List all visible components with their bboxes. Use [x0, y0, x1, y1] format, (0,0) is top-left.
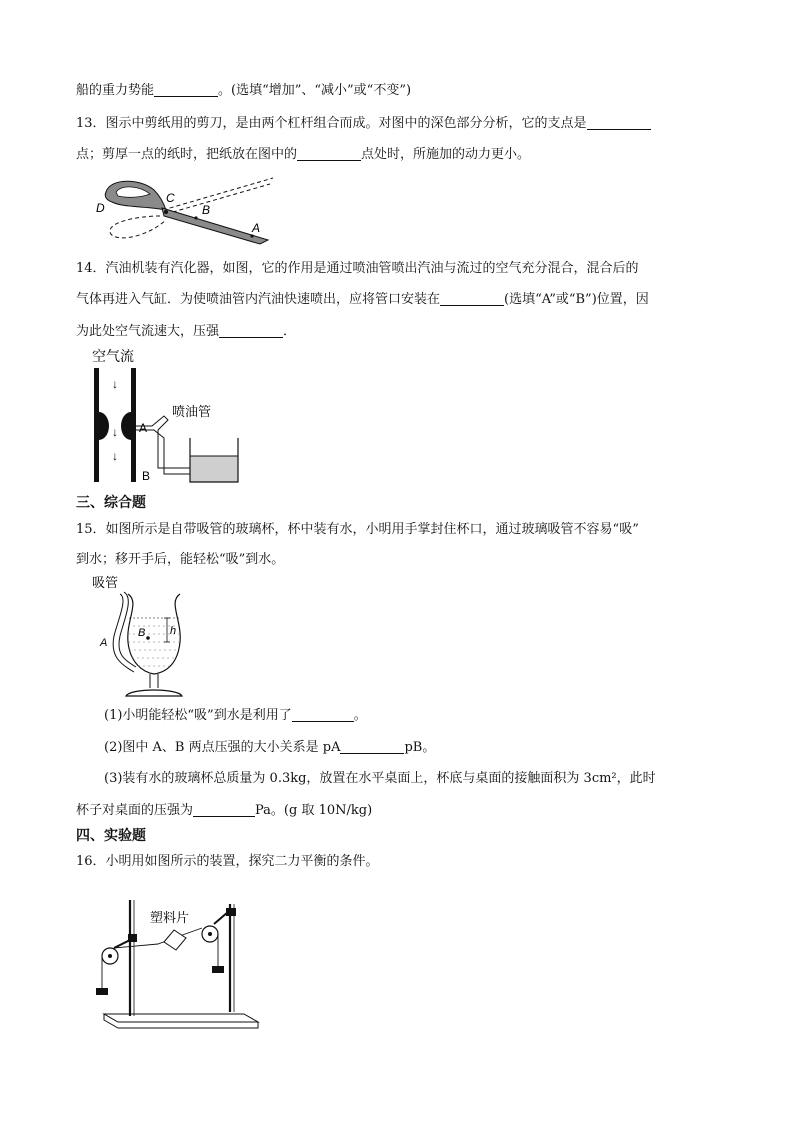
answer-blank[interactable]: [440, 291, 504, 306]
q14-line-3: 为此处空气流速大，压强 ．: [76, 324, 297, 339]
q15-line-1: 15．如图所示是自带吸管的玻璃杯，杯中装有水，小明用手掌封住杯口，通过玻璃吸管不容易“吸”: [76, 522, 639, 537]
q15-part-1: (1)小明能轻松“吸”到水是利用了 。: [104, 708, 367, 723]
label-a: A: [252, 221, 261, 235]
q16-line-1: 16．小明用如图所示的装置，探究二力平衡的条件。: [76, 854, 379, 869]
q14-line-1: 14．汽油机装有汽化器，如图，它的作用是通过喷油管喷出汽油与流过的空气充分混合，混合后的: [76, 261, 639, 276]
q15-part-3-cont: 杯子对桌面的压强为 Pa。(g 取 10N/kg): [76, 803, 373, 818]
q13-line-1: 13．图示中剪纸用的剪刀，是由两个杠杆组合而成。对图中的深色部分分析，它的支点是: [76, 115, 651, 133]
label-b: B: [138, 627, 146, 639]
answer-blank[interactable]: [587, 115, 651, 130]
carburetor-figure: [80, 346, 250, 486]
label-plastic-card: 塑料片: [150, 910, 190, 925]
q12-tail-line: 船的重力势能 。(选填“增加”、“减小”或“不变”): [76, 83, 412, 98]
q15-part-3: (3)装有水的玻璃杯总质量为 0.3kg，放置在水平桌面上，杯底与桌面的接触面积为 3cm²，此时: [104, 771, 656, 786]
section-title: 四、实验题: [76, 828, 146, 844]
answer-blank[interactable]: [292, 707, 354, 722]
label-h: h: [170, 625, 177, 637]
glass-with-straw-figure: [90, 572, 200, 700]
arrow-down-icon: ↓: [112, 449, 118, 463]
q14-line-2: 气体再进入气缸．为使喷油管内汽油快速喷出，应将管口安装在 (选填“A”或“B”)位置，因: [76, 292, 649, 307]
label-b: B: [202, 203, 211, 217]
q13-line-2: 点；剪厚一点的纸时，把纸放在图中的 点处时，所施加的动力更小。: [76, 147, 531, 162]
q15-part-2: (2)图中 A、B 两点压强的大小关系是 pA pB。: [104, 740, 436, 755]
answer-blank[interactable]: [297, 146, 361, 161]
label-b: B: [142, 469, 151, 483]
label-d: D: [96, 201, 105, 215]
q15-line-2: 到水；移开手后，能轻松“吸”到水。: [76, 552, 285, 567]
arrow-down-icon: ↓: [112, 377, 118, 391]
section-title: 三、综合题: [76, 495, 146, 511]
label-a: A: [100, 637, 108, 649]
label-c: C: [166, 191, 175, 205]
arrow-down-icon: ↓: [112, 425, 118, 439]
answer-blank[interactable]: [219, 323, 283, 338]
label-a: A: [139, 421, 148, 435]
answer-blank[interactable]: [340, 739, 404, 754]
label-straw: 吸管: [92, 575, 119, 590]
answer-blank[interactable]: [154, 82, 218, 97]
label-air-flow: 空气流: [92, 348, 134, 364]
label-fuel-pipe: 喷油管: [172, 404, 212, 419]
two-force-balance-apparatus-figure: [94, 890, 270, 1032]
scissors-figure: [88, 170, 288, 250]
answer-blank[interactable]: [193, 802, 255, 817]
